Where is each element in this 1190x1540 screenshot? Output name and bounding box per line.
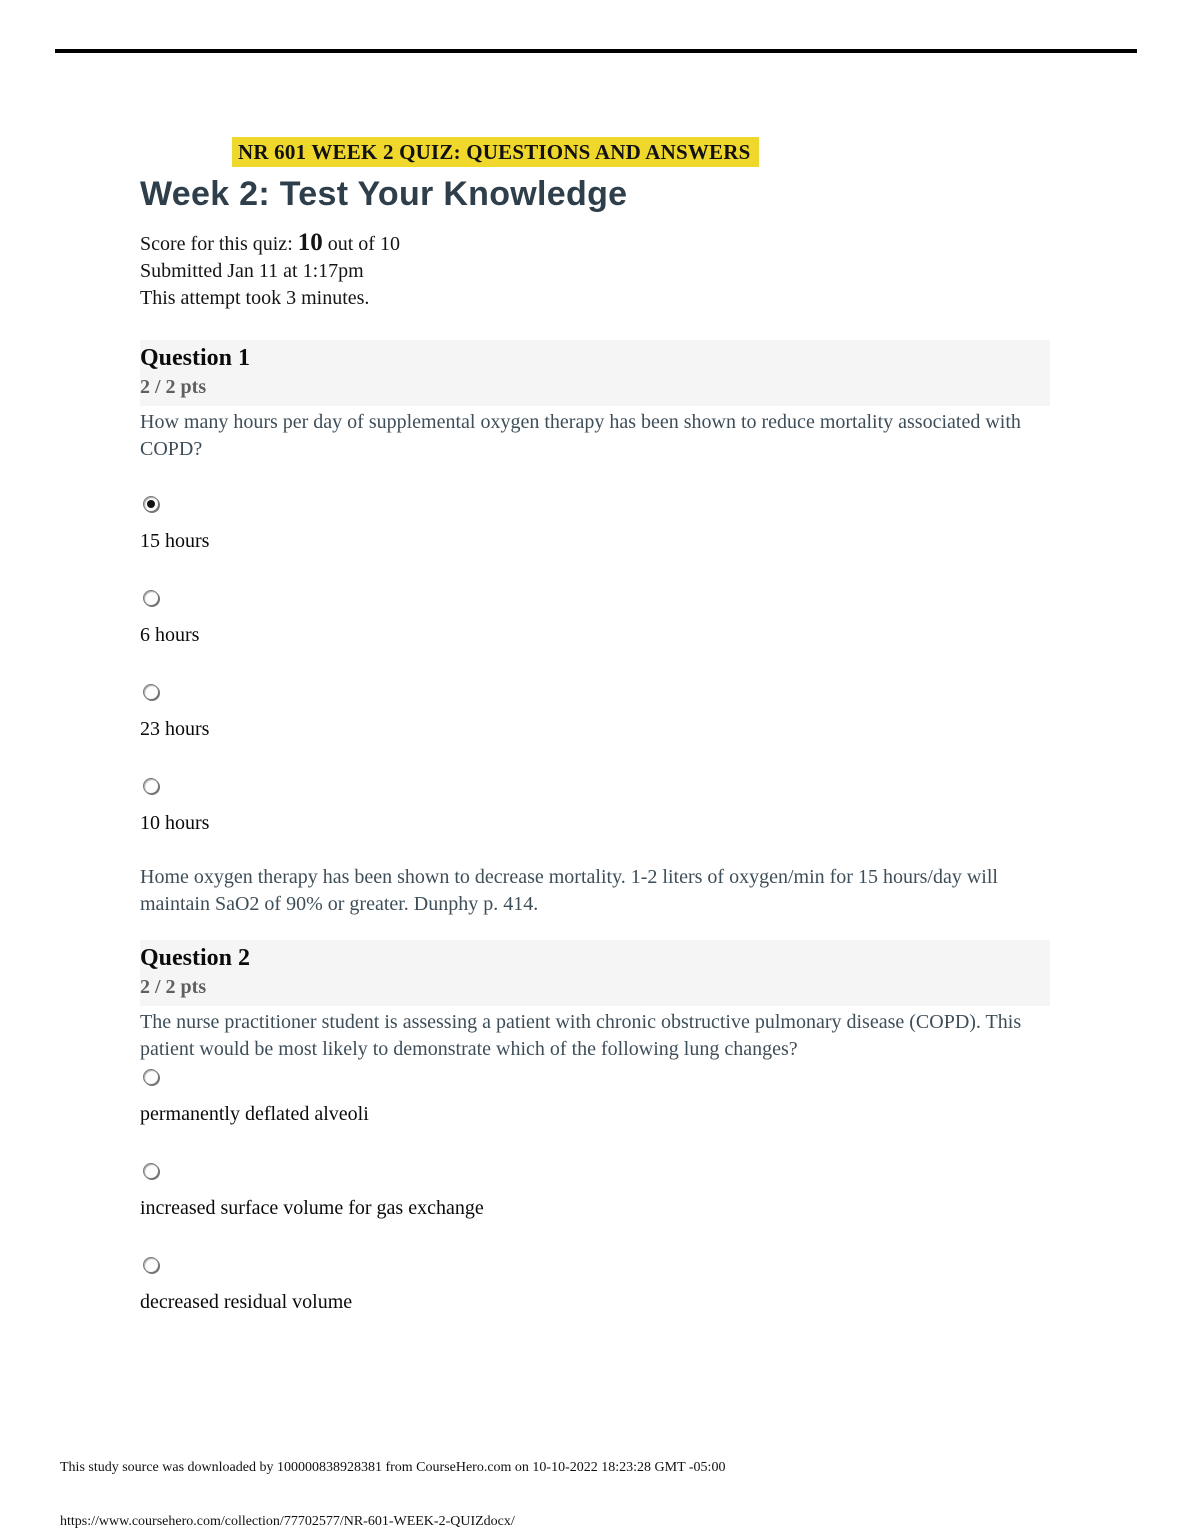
submitted-line: Submitted Jan 11 at 1:17pm xyxy=(140,260,364,282)
answer-option xyxy=(140,496,1052,554)
source-url-link[interactable]: https://www.coursehero.com/collection/77702577/NR-601-WEEK-2-QUIZdocx/ xyxy=(60,1514,515,1529)
question-1-text: How many hours per day of supplemental oxygen therapy has been shown to reduce mortality associated with COPD? xyxy=(140,411,1021,460)
radio-button[interactable] xyxy=(143,590,159,606)
question-2-points: 2 / 2 pts xyxy=(140,976,207,998)
question-1-points: 2 / 2 pts xyxy=(140,376,207,398)
question-section-1 xyxy=(140,340,1052,918)
radio-button[interactable] xyxy=(143,684,159,700)
question-1-header xyxy=(140,340,1050,406)
answer-option xyxy=(140,1257,1052,1315)
answer-explanation: Home oxygen therapy has been shown to decrease mortality. 1-2 liters of oxygen/min for 15 hours/day will maintain SaO2 of 90% or greater. Dunphy p. 414. xyxy=(140,866,998,915)
download-attribution: This study source was downloaded by 100000838928381 from CourseHero.com on 10-10-2022 18:23:28 GMT -05:00 xyxy=(60,1460,726,1475)
option-label: decreased residual volume xyxy=(140,1291,353,1313)
document-content xyxy=(140,137,1052,1315)
attempt-line: This attempt took 3 minutes. xyxy=(140,287,370,309)
question-section-2 xyxy=(140,940,1052,1315)
quiz-page-title: Week 2: Test Your Knowledge xyxy=(140,175,628,213)
radio-button[interactable] xyxy=(143,1257,159,1273)
question-2-text: The nurse practitioner student is assessing a patient with chronic obstructive pulmonary disease (COPD). This patient would be most likely to demonstrate which of the following lung changes? xyxy=(140,1011,1022,1060)
option-label: permanently deflated alveoli xyxy=(140,1103,369,1125)
answer-option xyxy=(140,778,1052,836)
radio-button[interactable] xyxy=(143,496,159,512)
question-2-title: Question 2 xyxy=(140,945,251,971)
radio-button[interactable] xyxy=(143,1069,159,1085)
score-line xyxy=(140,229,1052,258)
score-value: 10 xyxy=(297,229,323,256)
option-label: 10 hours xyxy=(140,812,210,834)
header-divider-rule xyxy=(55,49,1137,53)
option-label: increased surface volume for gas exchange xyxy=(140,1197,484,1219)
radio-button[interactable] xyxy=(143,1163,159,1179)
highlighted-document-title: NR 601 WEEK 2 QUIZ: QUESTIONS AND ANSWERS xyxy=(232,137,759,167)
question-1-title: Question 1 xyxy=(140,345,251,371)
radio-button[interactable] xyxy=(143,778,159,794)
score-suffix: out of 10 xyxy=(327,233,400,255)
score-prefix: Score for this quiz: xyxy=(140,233,293,255)
answer-option xyxy=(140,684,1052,742)
answer-option xyxy=(140,590,1052,648)
option-label: 15 hours xyxy=(140,530,210,552)
option-label: 23 hours xyxy=(140,718,210,740)
option-label: 6 hours xyxy=(140,624,200,646)
document-title-row xyxy=(140,137,1052,167)
answer-option xyxy=(140,1069,1052,1127)
answer-option xyxy=(140,1163,1052,1221)
quiz-meta xyxy=(140,229,1052,312)
question-2-header xyxy=(140,940,1050,1006)
